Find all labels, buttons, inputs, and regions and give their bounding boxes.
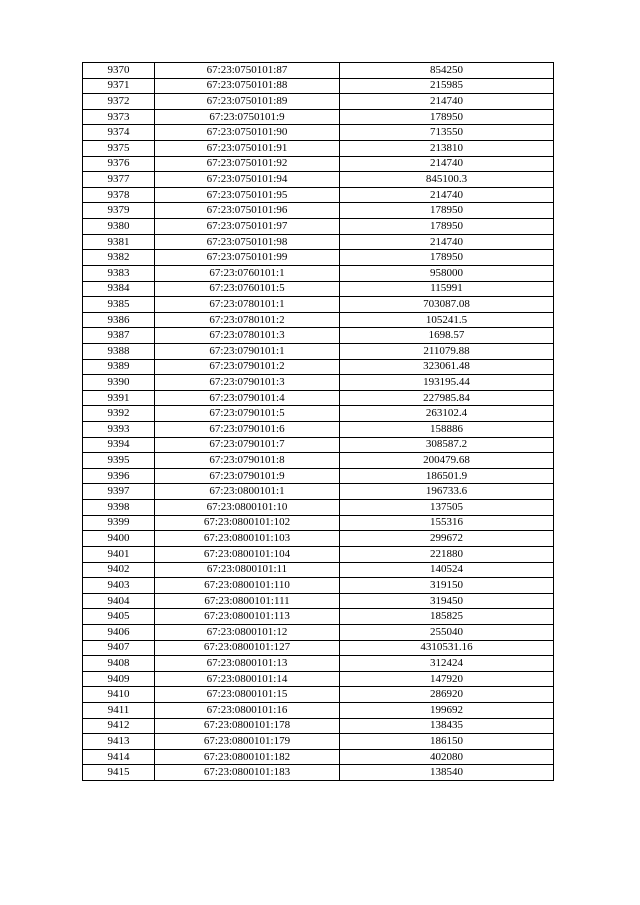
row-number-cell: 9371	[83, 78, 155, 94]
value-cell: 178950	[340, 250, 554, 266]
row-number-cell: 9374	[83, 125, 155, 141]
value-cell: 402080	[340, 749, 554, 765]
value-cell: 1698.57	[340, 328, 554, 344]
cadastral-number-cell: 67:23:0750101:90	[155, 125, 340, 141]
cadastral-number-cell: 67:23:0800101:102	[155, 515, 340, 531]
row-number-cell: 9381	[83, 234, 155, 250]
cadastral-value-table	[82, 62, 554, 781]
table-row	[83, 702, 554, 718]
row-number-cell: 9411	[83, 702, 155, 718]
table-row	[83, 109, 554, 125]
table-row	[83, 437, 554, 453]
value-cell: 193195.44	[340, 375, 554, 391]
value-cell: 214740	[340, 94, 554, 110]
row-number-cell: 9384	[83, 281, 155, 297]
row-number-cell: 9405	[83, 609, 155, 625]
value-cell: 227985.84	[340, 390, 554, 406]
value-cell: 178950	[340, 219, 554, 235]
value-cell: 255040	[340, 624, 554, 640]
table-row	[83, 156, 554, 172]
value-cell: 211079.88	[340, 343, 554, 359]
value-cell: 105241.5	[340, 312, 554, 328]
row-number-cell: 9415	[83, 765, 155, 781]
table-row	[83, 375, 554, 391]
table-row	[83, 343, 554, 359]
row-number-cell: 9372	[83, 94, 155, 110]
table-row	[83, 359, 554, 375]
row-number-cell: 9389	[83, 359, 155, 375]
value-cell: 140524	[340, 562, 554, 578]
cadastral-number-cell: 67:23:0790101:7	[155, 437, 340, 453]
row-number-cell: 9406	[83, 624, 155, 640]
value-cell: 214740	[340, 187, 554, 203]
value-cell: 200479.68	[340, 453, 554, 469]
cadastral-number-cell: 67:23:0800101:15	[155, 687, 340, 703]
value-cell: 312424	[340, 656, 554, 672]
row-number-cell: 9386	[83, 312, 155, 328]
value-cell: 213810	[340, 141, 554, 157]
cadastral-number-cell: 67:23:0800101:103	[155, 531, 340, 547]
table-row	[83, 624, 554, 640]
table-row	[83, 172, 554, 188]
cadastral-number-cell: 67:23:0780101:1	[155, 297, 340, 313]
table-row	[83, 250, 554, 266]
value-cell: 319150	[340, 578, 554, 594]
row-number-cell: 9403	[83, 578, 155, 594]
row-number-cell: 9387	[83, 328, 155, 344]
table-row	[83, 578, 554, 594]
cadastral-number-cell: 67:23:0800101:1	[155, 484, 340, 500]
value-cell: 186501.9	[340, 468, 554, 484]
value-cell: 215985	[340, 78, 554, 94]
row-number-cell: 9412	[83, 718, 155, 734]
row-number-cell: 9380	[83, 219, 155, 235]
value-cell: 214740	[340, 234, 554, 250]
table-row	[83, 671, 554, 687]
table-row	[83, 765, 554, 781]
cadastral-number-cell: 67:23:0790101:5	[155, 406, 340, 422]
value-cell: 703087.08	[340, 297, 554, 313]
cadastral-number-cell: 67:23:0800101:12	[155, 624, 340, 640]
row-number-cell: 9391	[83, 390, 155, 406]
value-cell: 308587.2	[340, 437, 554, 453]
cadastral-number-cell: 67:23:0760101:5	[155, 281, 340, 297]
value-cell: 299672	[340, 531, 554, 547]
cadastral-number-cell: 67:23:0750101:88	[155, 78, 340, 94]
row-number-cell: 9404	[83, 593, 155, 609]
row-number-cell: 9399	[83, 515, 155, 531]
value-cell: 221880	[340, 546, 554, 562]
table-row	[83, 141, 554, 157]
table-row	[83, 749, 554, 765]
value-cell: 138435	[340, 718, 554, 734]
cadastral-number-cell: 67:23:0800101:104	[155, 546, 340, 562]
cadastral-number-cell: 67:23:0800101:10	[155, 500, 340, 516]
cadastral-number-cell: 67:23:0800101:14	[155, 671, 340, 687]
row-number-cell: 9378	[83, 187, 155, 203]
table-row	[83, 328, 554, 344]
table-row	[83, 390, 554, 406]
value-cell: 713550	[340, 125, 554, 141]
table-row	[83, 468, 554, 484]
cadastral-number-cell: 67:23:0790101:6	[155, 422, 340, 438]
table-body	[83, 63, 554, 781]
cadastral-number-cell: 67:23:0750101:89	[155, 94, 340, 110]
row-number-cell: 9390	[83, 375, 155, 391]
cadastral-number-cell: 67:23:0780101:3	[155, 328, 340, 344]
row-number-cell: 9401	[83, 546, 155, 562]
table-row	[83, 312, 554, 328]
value-cell: 958000	[340, 265, 554, 281]
cadastral-number-cell: 67:23:0800101:16	[155, 702, 340, 718]
cadastral-number-cell: 67:23:0760101:1	[155, 265, 340, 281]
row-number-cell: 9370	[83, 63, 155, 79]
table-row	[83, 203, 554, 219]
table-row	[83, 78, 554, 94]
table-row	[83, 515, 554, 531]
row-number-cell: 9413	[83, 734, 155, 750]
value-cell: 178950	[340, 109, 554, 125]
row-number-cell: 9394	[83, 437, 155, 453]
table-row	[83, 453, 554, 469]
row-number-cell: 9379	[83, 203, 155, 219]
table-row	[83, 640, 554, 656]
row-number-cell: 9377	[83, 172, 155, 188]
cadastral-number-cell: 67:23:0790101:9	[155, 468, 340, 484]
row-number-cell: 9373	[83, 109, 155, 125]
table-row	[83, 593, 554, 609]
table-row	[83, 531, 554, 547]
cadastral-number-cell: 67:23:0800101:13	[155, 656, 340, 672]
cadastral-number-cell: 67:23:0800101:113	[155, 609, 340, 625]
cadastral-number-cell: 67:23:0800101:127	[155, 640, 340, 656]
value-cell: 178950	[340, 203, 554, 219]
cadastral-number-cell: 67:23:0750101:97	[155, 219, 340, 235]
cadastral-number-cell: 67:23:0750101:91	[155, 141, 340, 157]
value-cell: 263102.4	[340, 406, 554, 422]
cadastral-number-cell: 67:23:0800101:110	[155, 578, 340, 594]
row-number-cell: 9414	[83, 749, 155, 765]
cadastral-number-cell: 67:23:0750101:95	[155, 187, 340, 203]
row-number-cell: 9395	[83, 453, 155, 469]
value-cell: 286920	[340, 687, 554, 703]
cadastral-number-cell: 67:23:0750101:87	[155, 63, 340, 79]
value-cell: 323061.48	[340, 359, 554, 375]
cadastral-number-cell: 67:23:0750101:96	[155, 203, 340, 219]
row-number-cell: 9385	[83, 297, 155, 313]
cadastral-number-cell: 67:23:0750101:94	[155, 172, 340, 188]
row-number-cell: 9388	[83, 343, 155, 359]
cadastral-number-cell: 67:23:0800101:178	[155, 718, 340, 734]
table-row	[83, 265, 554, 281]
table-row	[83, 656, 554, 672]
value-cell: 845100.3	[340, 172, 554, 188]
value-cell: 854250	[340, 63, 554, 79]
cadastral-number-cell: 67:23:0800101:111	[155, 593, 340, 609]
cadastral-number-cell: 67:23:0750101:99	[155, 250, 340, 266]
value-cell: 199692	[340, 702, 554, 718]
row-number-cell: 9376	[83, 156, 155, 172]
row-number-cell: 9402	[83, 562, 155, 578]
value-cell: 186150	[340, 734, 554, 750]
value-cell: 115991	[340, 281, 554, 297]
row-number-cell: 9397	[83, 484, 155, 500]
table-row	[83, 125, 554, 141]
cadastral-number-cell: 67:23:0790101:1	[155, 343, 340, 359]
table-row	[83, 734, 554, 750]
cadastral-number-cell: 67:23:0800101:11	[155, 562, 340, 578]
row-number-cell: 9398	[83, 500, 155, 516]
value-cell: 137505	[340, 500, 554, 516]
table-row	[83, 546, 554, 562]
row-number-cell: 9393	[83, 422, 155, 438]
value-cell: 214740	[340, 156, 554, 172]
row-number-cell: 9382	[83, 250, 155, 266]
table-row	[83, 234, 554, 250]
cadastral-number-cell: 67:23:0750101:9	[155, 109, 340, 125]
value-cell: 4310531.16	[340, 640, 554, 656]
table-row	[83, 63, 554, 79]
table-row	[83, 281, 554, 297]
value-cell: 158886	[340, 422, 554, 438]
value-cell: 196733.6	[340, 484, 554, 500]
row-number-cell: 9400	[83, 531, 155, 547]
cadastral-number-cell: 67:23:0780101:2	[155, 312, 340, 328]
cadastral-number-cell: 67:23:0750101:98	[155, 234, 340, 250]
value-cell: 147920	[340, 671, 554, 687]
table-row	[83, 484, 554, 500]
table-row	[83, 562, 554, 578]
row-number-cell: 9407	[83, 640, 155, 656]
table-row	[83, 297, 554, 313]
value-cell: 319450	[340, 593, 554, 609]
table-row	[83, 500, 554, 516]
cadastral-number-cell: 67:23:0800101:182	[155, 749, 340, 765]
table-row	[83, 422, 554, 438]
cadastral-number-cell: 67:23:0750101:92	[155, 156, 340, 172]
row-number-cell: 9408	[83, 656, 155, 672]
value-cell: 185825	[340, 609, 554, 625]
value-cell: 138540	[340, 765, 554, 781]
table-row	[83, 687, 554, 703]
row-number-cell: 9409	[83, 671, 155, 687]
value-cell: 155316	[340, 515, 554, 531]
cadastral-number-cell: 67:23:0790101:2	[155, 359, 340, 375]
table-row	[83, 406, 554, 422]
cadastral-number-cell: 67:23:0790101:4	[155, 390, 340, 406]
cadastral-number-cell: 67:23:0790101:3	[155, 375, 340, 391]
cadastral-number-cell: 67:23:0800101:183	[155, 765, 340, 781]
table-row	[83, 187, 554, 203]
table-row	[83, 219, 554, 235]
row-number-cell: 9392	[83, 406, 155, 422]
cadastral-number-cell: 67:23:0790101:8	[155, 453, 340, 469]
cadastral-number-cell: 67:23:0800101:179	[155, 734, 340, 750]
row-number-cell: 9375	[83, 141, 155, 157]
row-number-cell: 9396	[83, 468, 155, 484]
table-row	[83, 609, 554, 625]
row-number-cell: 9410	[83, 687, 155, 703]
table-row	[83, 718, 554, 734]
table-row	[83, 94, 554, 110]
row-number-cell: 9383	[83, 265, 155, 281]
